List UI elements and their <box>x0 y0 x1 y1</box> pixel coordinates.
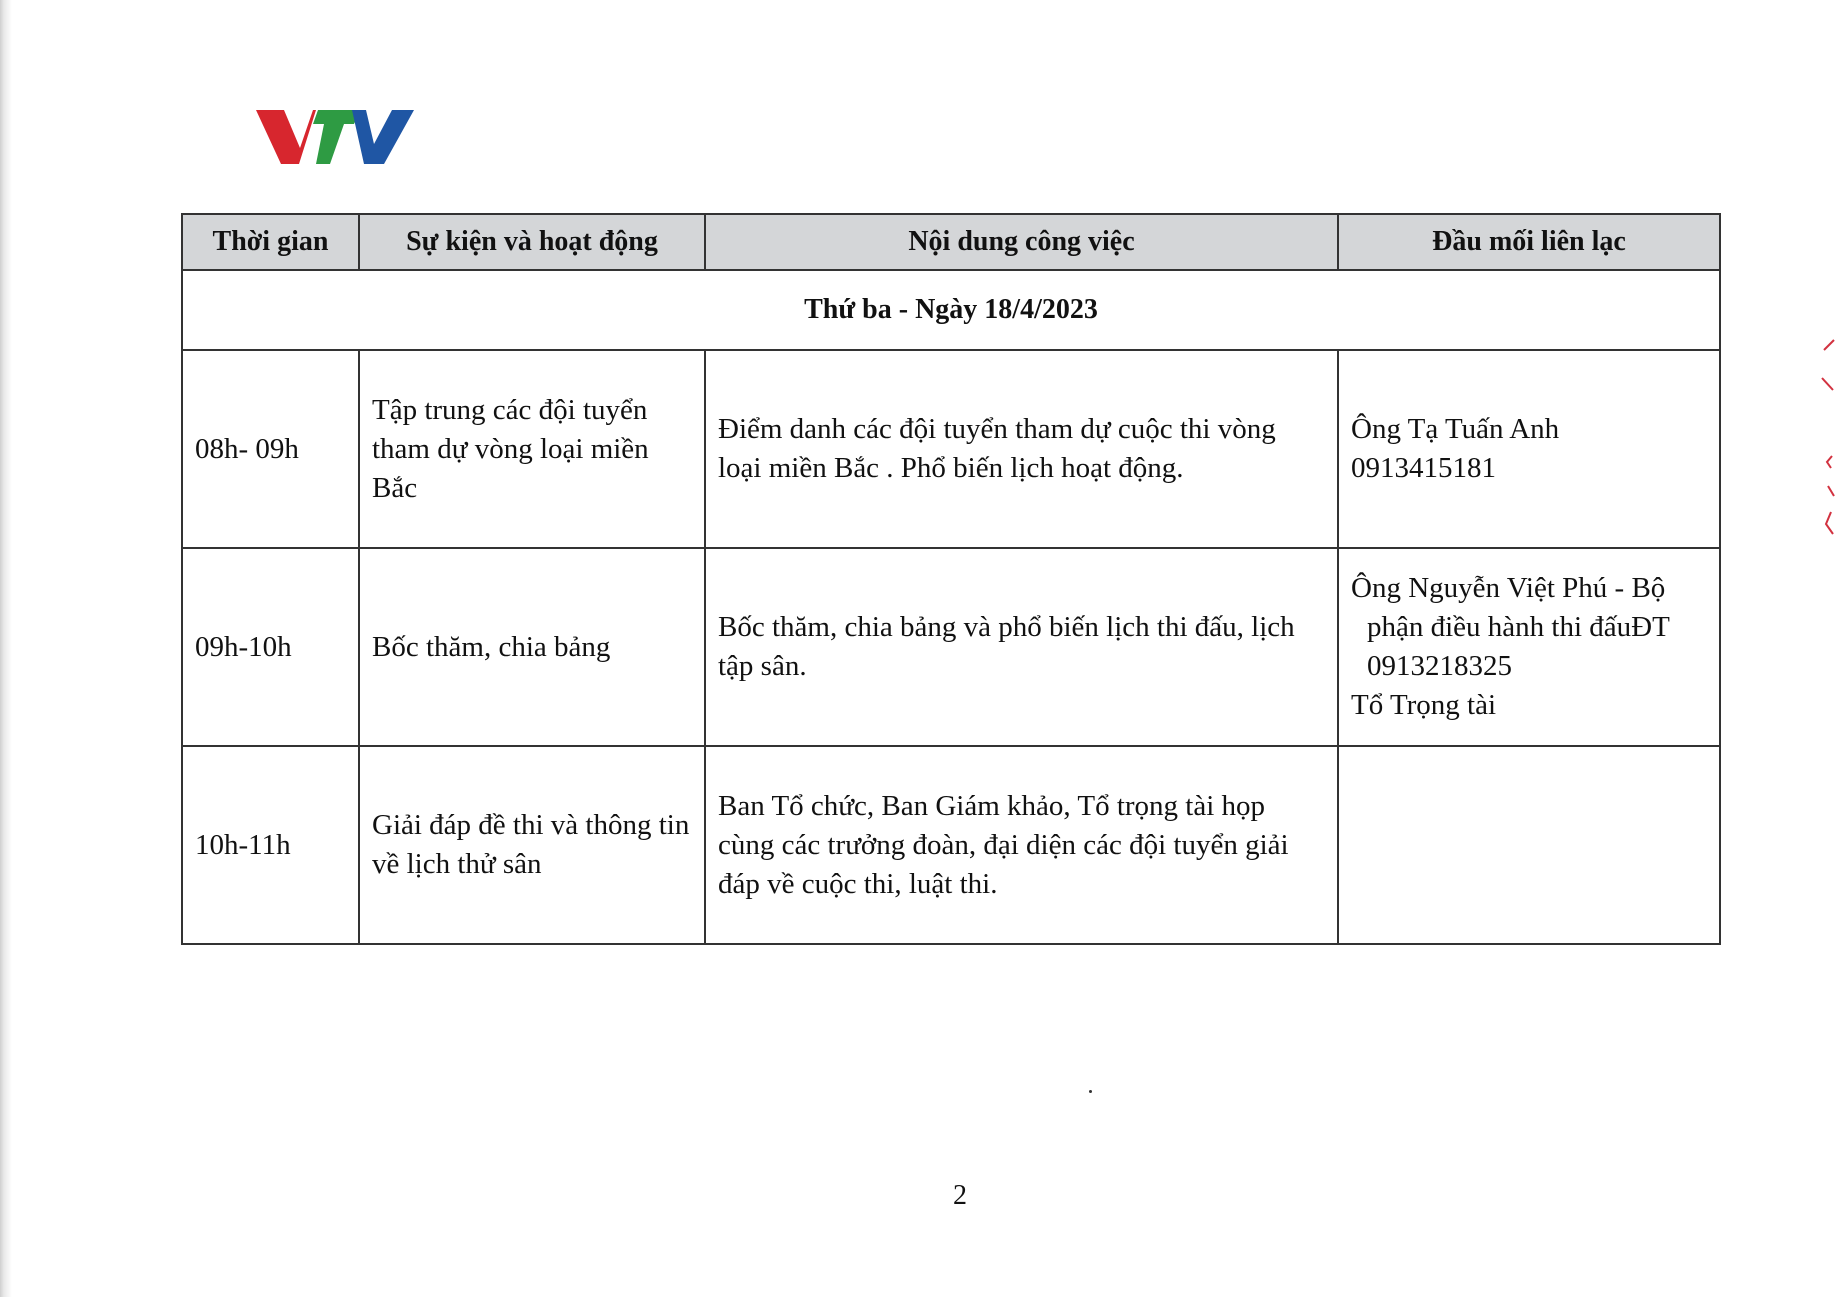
scan-speck <box>1089 1090 1092 1093</box>
vtv-logo-icon <box>256 108 414 166</box>
vtv-logo-t <box>313 110 360 164</box>
day-row <box>182 270 1720 350</box>
contact-name: Ông Nguyễn Việt Phú - Bộ <box>1351 572 1666 604</box>
header-contact: Đầu mối liên lạc <box>1338 214 1720 270</box>
row-content: Điểm danh các đội tuyển tham dự cuộc thi vòng loại miền Bắc . Phổ biến lịch hoạt động. <box>705 350 1338 548</box>
row-event: Bốc thăm, chia bảng <box>359 548 705 746</box>
row-contact <box>1338 350 1720 548</box>
contact-department: phận điều hành thi đấuĐT <box>1367 611 1670 643</box>
vtv-logo <box>256 108 414 166</box>
row-time: 08h- 09h <box>182 350 359 548</box>
row-content: Bốc thăm, chia bảng và phổ biến lịch thi đấu, lịch tập sân. <box>705 548 1338 746</box>
contact-name: Ông Tạ Tuấn Anh <box>1351 413 1560 445</box>
contact-phone: 0913415181 <box>1351 452 1496 484</box>
page-number: 2 <box>953 1180 967 1211</box>
row-content: Ban Tổ chức, Ban Giám khảo, Tổ trọng tài họp cùng các trưởng đoàn, đại diện các đội tuyển giải đáp về cuộc thi, luật thi. <box>705 746 1338 944</box>
table-row <box>182 350 1720 548</box>
schedule-table <box>181 213 1721 945</box>
row-contact <box>1338 548 1720 746</box>
vtv-logo-v1 <box>256 110 316 164</box>
row-contact-empty <box>1338 746 1720 944</box>
table-row <box>182 746 1720 944</box>
contact-phone: 0913218325 <box>1367 650 1512 682</box>
vtv-logo-v2 <box>352 110 414 164</box>
row-event: Giải đáp đề thi và thông tin về lịch thử sân <box>359 746 705 944</box>
stamp-fragment <box>1818 336 1835 546</box>
row-event: Tập trung các đội tuyển tham dự vòng loại miền Bắc <box>359 350 705 548</box>
header-content: Nội dung công việc <box>705 214 1338 270</box>
day-label: Thứ ba - Ngày 18/4/2023 <box>182 270 1720 350</box>
table-header-row <box>182 214 1720 270</box>
contact-group: Tổ Trọng tài <box>1351 689 1497 721</box>
header-time: Thời gian <box>182 214 359 270</box>
row-time: 10h-11h <box>182 746 359 944</box>
header-event: Sự kiện và hoạt động <box>359 214 705 270</box>
table-row <box>182 548 1720 746</box>
row-time: 09h-10h <box>182 548 359 746</box>
scan-edge <box>0 0 12 1297</box>
